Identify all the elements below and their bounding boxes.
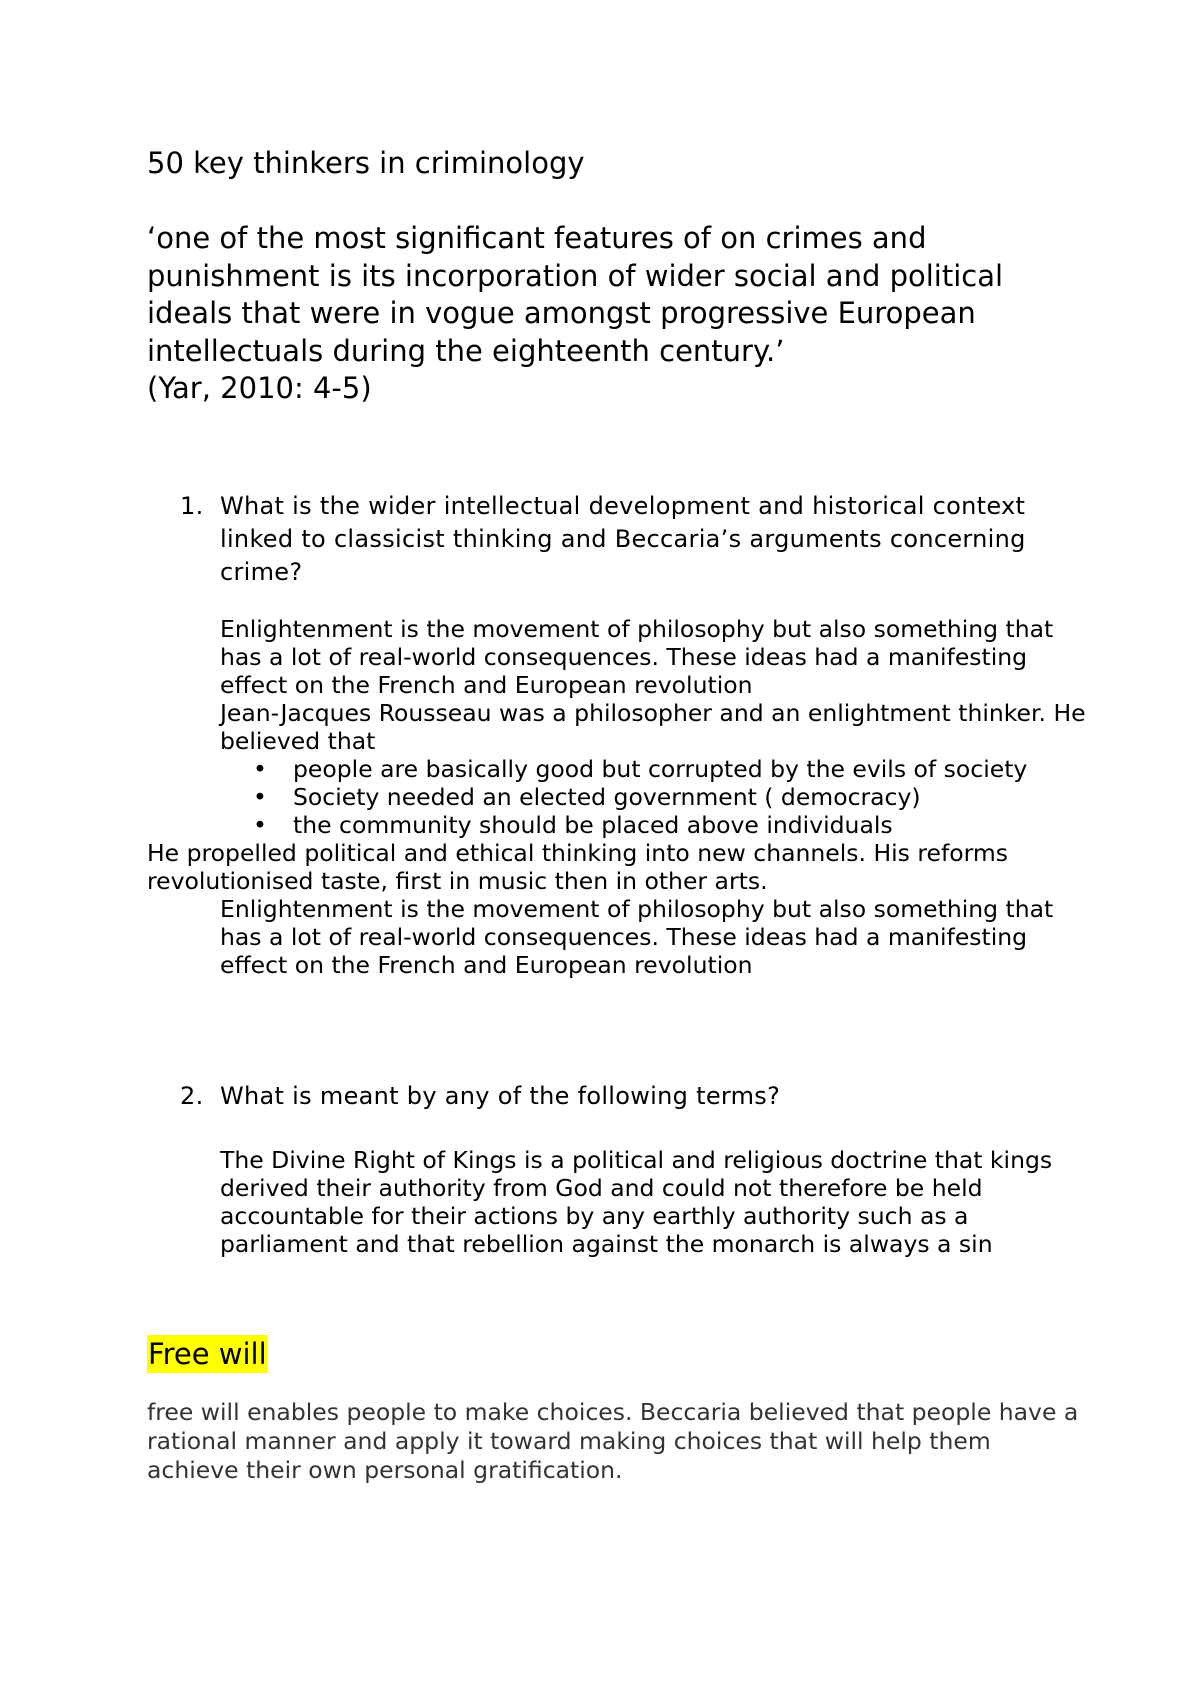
question-1 [180, 490, 1026, 586]
answer-1-paragraph-2: Jean-Jacques Rousseau was a philosopher and an enlightment thinker. He believed that [220, 699, 1086, 755]
bullet-icon: • [253, 783, 267, 811]
question-1-text: What is the wider intellectual development and historical context linked to classicist thinking and Beccaria’s arguments concerning crime? [220, 492, 1026, 586]
document-title: 50 key thinkers in criminology [147, 146, 585, 180]
free-will-paragraph: free will enables people to make choices. Beccaria believed that people have a rational manner and apply it toward making choices that will help them achieve their own personal gratification. [147, 1398, 1079, 1484]
list-item-text: people are basically good but corrupted by the evils of society [293, 755, 1028, 783]
list-item-text: the community should be placed above individuals [293, 811, 893, 839]
bullet-icon: • [253, 811, 267, 839]
answer-1-paragraph-4: Enlightenment is the movement of philosophy but also something that has a lot of real-world consequences. These ideas had a manifesting effect on the French and European revolution [220, 895, 1054, 979]
rousseau-beliefs-list [220, 755, 1100, 839]
answer-1-paragraph-3: He propelled political and ethical thinking into new channels. His reforms revolutionised taste, first in music then in other arts. [147, 839, 1009, 895]
question-1-number: 1. [180, 492, 204, 520]
question-2-number: 2. [180, 1082, 204, 1110]
list-item [220, 783, 1100, 811]
list-item [220, 811, 1100, 839]
list-item [220, 755, 1100, 783]
question-2 [180, 1080, 781, 1113]
opening-quote: ‘one of the most significant features of on crimes and punishment is its incorporation of wider social and political ideals that were in vogue amongst progressive European intellectuals during the eighteenth century.’ [147, 221, 1004, 368]
answer-1-paragraph-1: Enlightenment is the movement of philosophy but also something that has a lot of real-world consequences. These ideas had a manifesting effect on the French and European revolution [220, 615, 1054, 699]
free-will-heading: Free will [148, 1337, 267, 1371]
answer-2-paragraph-1: The Divine Right of Kings is a political and religious doctrine that kings derived their authority from God and could not therefore be held accountable for their actions by any earthly authority such as a parliament and that rebellion against the monarch is always a sin [220, 1146, 1053, 1258]
quote-citation: (Yar, 2010: 4-5) [147, 371, 372, 405]
bullet-icon: • [253, 755, 267, 783]
list-item-text: Society needed an elected government ( democracy) [293, 783, 921, 811]
question-2-text: What is meant by any of the following terms? [220, 1082, 781, 1110]
